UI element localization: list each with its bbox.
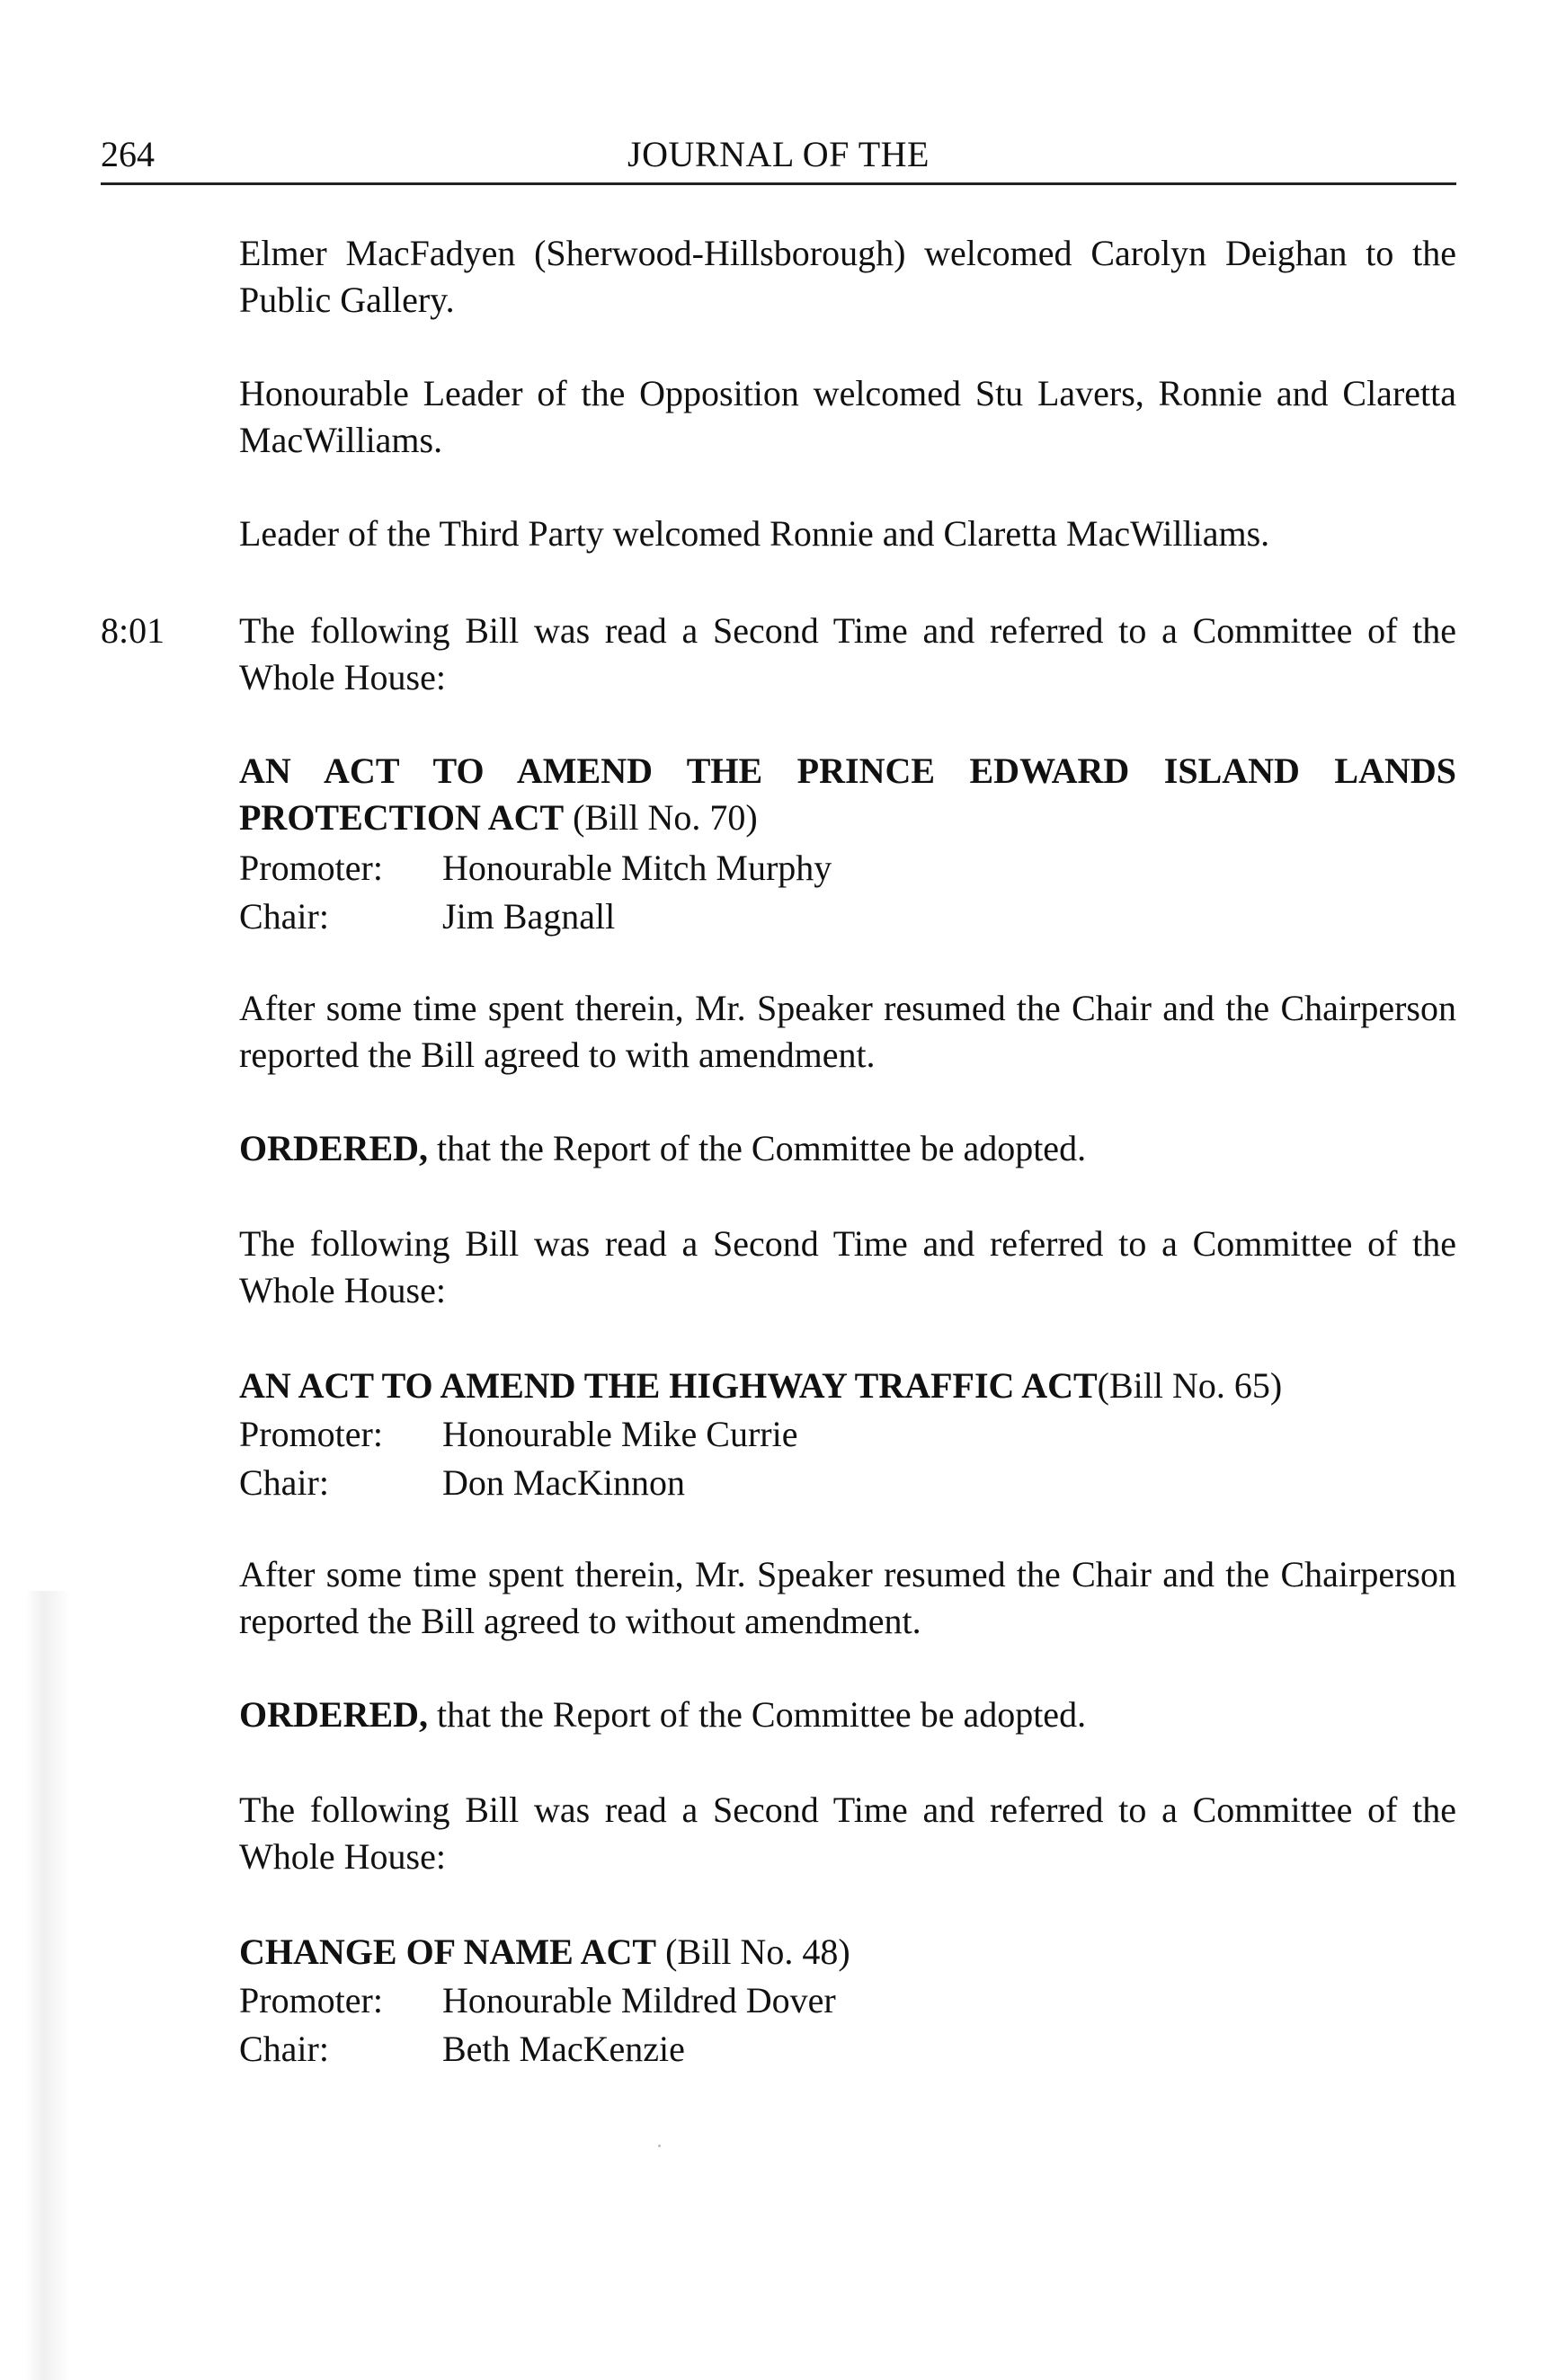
chair-label: Chair: (239, 1462, 329, 1503)
chair-row (239, 2026, 1456, 2073)
page-number: 264 (101, 134, 155, 174)
chair-row (239, 1460, 1456, 1506)
promoter-name: Honourable Mildred Dover (442, 1980, 836, 2020)
paragraph-welcome-3: Leader of the Third Party welcomed Ronnie and Claretta MacWilliams. (239, 513, 1270, 554)
promoter-label: Promoter: (239, 848, 383, 888)
ordered-text: that the Report of the Committee be adopted. (428, 1694, 1087, 1735)
promoter-name: Honourable Mike Currie (442, 1414, 798, 1454)
ordered-keyword: ORDERED, (239, 1128, 429, 1168)
promoter-name: Honourable Mitch Murphy (442, 848, 832, 888)
chair-row (239, 893, 1456, 940)
bill-intro: The following Bill was read a Second Time and referred to a Committee of the Whole House: (239, 1789, 1456, 1877)
bill-number: (Bill No. 65) (1097, 1365, 1283, 1406)
paragraph-welcome-2: Honourable Leader of the Opposition welcomed Stu Lavers, Ronnie and Claretta MacWilliams. (239, 373, 1456, 460)
committee-result: After some time spent therein, Mr. Speaker resumed the Chair and the Chairperson reported the Bill agreed to without amendment. (239, 1554, 1456, 1641)
paragraph-welcome-1: Elmer MacFadyen (Sherwood-Hillsborough) welcomed Carolyn Deighan to the Public Gallery. (239, 233, 1456, 320)
running-title: JOURNAL OF THE (627, 134, 930, 174)
promoter-label: Promoter: (239, 1980, 383, 2020)
ordered-statement (239, 1692, 1456, 1738)
bill-intro: The following Bill was read a Second Time and referred to a Committee of the Whole House: (239, 610, 1456, 697)
scan-speck (658, 2145, 661, 2147)
promoter-label: Promoter: (239, 1414, 383, 1454)
ordered-keyword: ORDERED, (239, 1694, 429, 1735)
promoter-row (239, 1977, 1456, 2024)
bill-intro: The following Bill was read a Second Time and referred to a Committee of the Whole House: (239, 1223, 1456, 1310)
bill-number: (Bill No. 70) (564, 797, 758, 838)
bill-title-bold: AN ACT TO AMEND THE HIGHWAY TRAFFIC ACT (239, 1365, 1098, 1406)
bill-title (239, 1363, 1456, 1409)
bill-title-bold: CHANGE OF NAME ACT (239, 1932, 657, 1972)
chair-name: Don MacKinnon (442, 1462, 685, 1503)
chair-label: Chair: (239, 2029, 329, 2069)
promoter-row (239, 1411, 1456, 1458)
bill-number: (Bill No. 48) (656, 1932, 850, 1972)
ordered-statement (239, 1125, 1456, 1172)
page-header (101, 126, 1456, 185)
chair-label: Chair: (239, 896, 329, 937)
promoter-row (239, 845, 1456, 892)
ordered-text: that the Report of the Committee be adopted. (428, 1128, 1087, 1168)
chair-name: Jim Bagnall (442, 896, 616, 937)
committee-result: After some time spent therein, Mr. Speaker resumed the Chair and the Chairperson reported the Bill agreed to with amendment. (239, 988, 1456, 1075)
bill-title-bold: AN ACT TO AMEND THE PRINCE EDWARD ISLAND LANDS PROTECTION ACT (239, 750, 1456, 838)
bill-title (239, 1929, 1456, 1976)
scan-edge-shadow (25, 1591, 70, 2380)
chair-name: Beth MacKenzie (442, 2029, 685, 2069)
header-rule (101, 182, 1456, 185)
bill-title (239, 748, 1456, 841)
timestamp: 8:01 (101, 610, 165, 651)
